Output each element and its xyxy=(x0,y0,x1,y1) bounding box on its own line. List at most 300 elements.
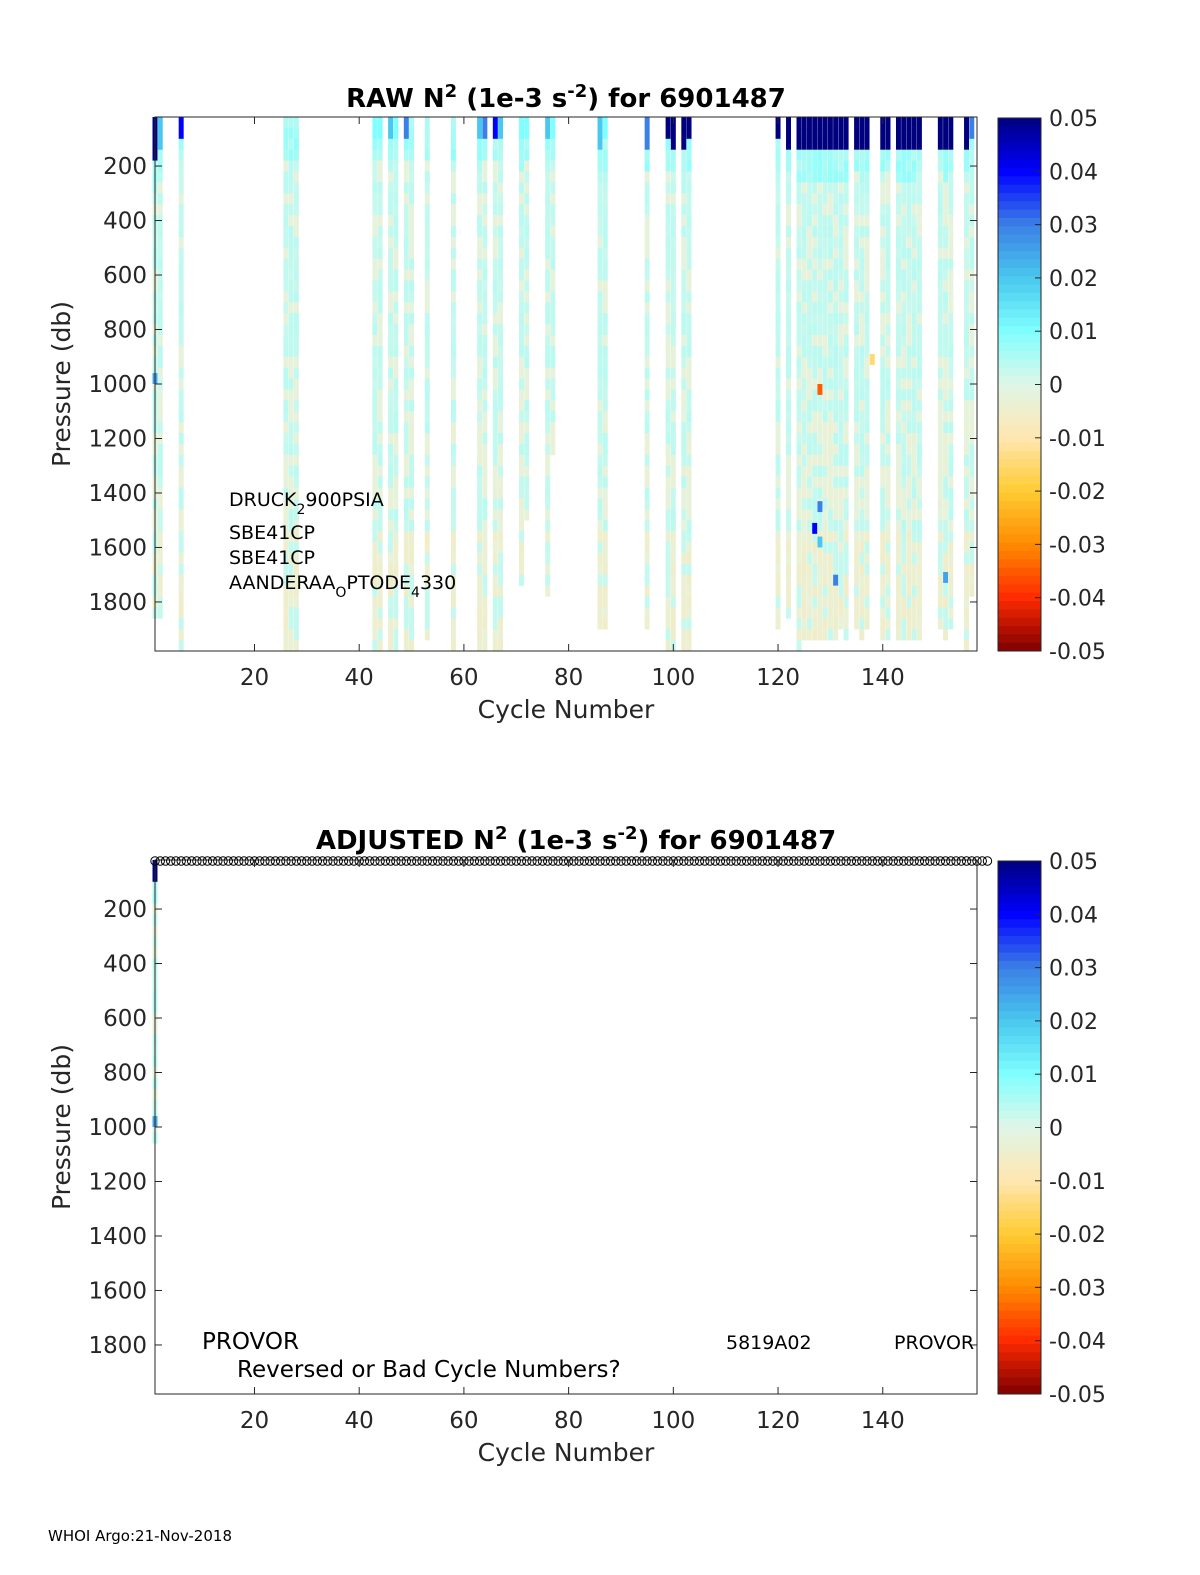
heatmap-cell xyxy=(404,629,409,640)
heatmap-highlight-cell xyxy=(817,537,822,548)
heatmap-cell xyxy=(409,346,414,357)
colorbar-segment xyxy=(998,409,1041,418)
colorbar-segment xyxy=(998,426,1041,435)
heatmap-cell xyxy=(807,564,812,575)
colorbar-segment xyxy=(998,1361,1041,1370)
heatmap-cell xyxy=(289,280,294,291)
heatmap-cell xyxy=(886,422,891,433)
heatmap-cell xyxy=(372,193,377,204)
heatmap-cell xyxy=(833,433,838,444)
heatmap-cell xyxy=(645,313,650,324)
heatmap-cell xyxy=(451,488,456,499)
heatmap-cell xyxy=(283,291,288,302)
heatmap-cell xyxy=(823,564,828,575)
heatmap-cell xyxy=(917,117,922,128)
heatmap-cell xyxy=(859,182,864,193)
colorbar-tick-label: -0.02 xyxy=(1049,1223,1106,1249)
sensor-optode-sub-1: O xyxy=(335,585,347,601)
heatmap-cell xyxy=(666,368,671,379)
heatmap-cell xyxy=(838,193,843,204)
heatmap-cell xyxy=(687,564,692,575)
heatmap-cell xyxy=(671,607,676,618)
heatmap-cell xyxy=(854,400,859,411)
heatmap-cell xyxy=(179,422,184,433)
heatmap-cell xyxy=(948,324,953,335)
heatmap-cell xyxy=(645,291,650,302)
colorbar-segment xyxy=(998,218,1041,227)
heatmap-cell xyxy=(838,389,843,400)
heatmap-cell xyxy=(786,422,791,433)
heatmap-cell xyxy=(807,607,812,618)
heatmap-cell xyxy=(645,128,650,139)
colorbar-segment xyxy=(998,335,1041,344)
heatmap-cell xyxy=(906,597,911,608)
heatmap-cell xyxy=(681,128,686,139)
x-tick-label: 80 xyxy=(553,1408,584,1434)
heatmap-cell xyxy=(409,629,414,640)
heatmap-cell xyxy=(833,509,838,520)
heatmap-cell xyxy=(912,531,917,542)
heatmap-cell xyxy=(948,335,953,346)
heatmap-cell xyxy=(906,139,911,150)
heatmap-cell xyxy=(823,498,828,509)
heatmap-cell xyxy=(294,640,299,651)
heatmap-cell xyxy=(896,302,901,313)
colorbar-segment xyxy=(998,210,1041,219)
heatmap-cell xyxy=(451,204,456,215)
heatmap-cell xyxy=(823,433,828,444)
heatmap-cell xyxy=(912,313,917,324)
heatmap-cell xyxy=(880,411,885,422)
heatmap-cell xyxy=(948,357,953,368)
heatmap-cell xyxy=(519,455,524,466)
adjusted-title-part-3: ) for 6901487 xyxy=(637,826,837,856)
heatmap-cell xyxy=(938,193,943,204)
heatmap-cell xyxy=(807,161,812,172)
heatmap-cell xyxy=(388,542,393,553)
heatmap-cell xyxy=(865,357,870,368)
heatmap-cell xyxy=(603,368,608,379)
heatmap-cell xyxy=(823,182,828,193)
heatmap-cell xyxy=(844,433,849,444)
heatmap-cell xyxy=(886,542,891,553)
heatmap-cell xyxy=(179,139,184,150)
heatmap-cell xyxy=(943,607,948,618)
heatmap-cell xyxy=(828,629,833,640)
heatmap-cell xyxy=(917,389,922,400)
heatmap-cell xyxy=(833,270,838,281)
heatmap-cell xyxy=(812,389,817,400)
heatmap-cell xyxy=(283,259,288,270)
heatmap-cell xyxy=(666,357,671,368)
colorbar-segment xyxy=(998,193,1041,202)
heatmap-cell xyxy=(603,455,608,466)
heatmap-cell xyxy=(859,139,864,150)
heatmap-cell xyxy=(797,346,802,357)
heatmap-cell xyxy=(901,302,906,313)
heatmap-cell xyxy=(938,488,943,499)
heatmap-cell xyxy=(802,302,807,313)
heatmap-cell xyxy=(812,400,817,411)
heatmap-cell xyxy=(948,161,953,172)
heatmap-cell xyxy=(906,433,911,444)
heatmap-cell xyxy=(409,128,414,139)
heatmap-highlight-cell xyxy=(817,384,822,395)
heatmap-cell xyxy=(687,509,692,520)
heatmap-cell xyxy=(158,400,163,411)
heatmap-cell xyxy=(833,520,838,531)
heatmap-cell xyxy=(844,237,849,248)
heatmap-cell xyxy=(294,422,299,433)
heatmap-cell xyxy=(687,335,692,346)
heatmap-cell xyxy=(802,520,807,531)
heatmap-cell xyxy=(854,553,859,564)
heatmap-cell xyxy=(603,477,608,488)
heatmap-cell xyxy=(482,280,487,291)
heatmap-cell xyxy=(964,379,969,390)
heatmap-cell xyxy=(393,433,398,444)
heatmap-cell xyxy=(603,324,608,335)
heatmap-cell xyxy=(477,422,482,433)
raw-colorbar-ticks xyxy=(1035,107,1106,665)
heatmap-cell xyxy=(901,531,906,542)
heatmap-cell xyxy=(854,422,859,433)
heatmap-cell xyxy=(865,226,870,237)
colorbar-segment xyxy=(998,1128,1041,1137)
heatmap-cell xyxy=(378,379,383,390)
heatmap-cell xyxy=(393,629,398,640)
heatmap-cell xyxy=(409,291,414,302)
heatmap-cell xyxy=(519,488,524,499)
heatmap-cell xyxy=(378,182,383,193)
heatmap-cell xyxy=(283,466,288,477)
heatmap-cell xyxy=(671,150,676,161)
heatmap-cell xyxy=(687,379,692,390)
colorbar-segment xyxy=(998,118,1041,127)
heatmap-cell xyxy=(393,379,398,390)
heatmap-cell xyxy=(817,466,822,477)
heatmap-cell xyxy=(681,575,686,586)
heatmap-cell xyxy=(844,291,849,302)
heatmap-cell xyxy=(645,248,650,259)
heatmap-cell xyxy=(833,411,838,422)
heatmap-cell xyxy=(687,542,692,553)
heatmap-cell xyxy=(828,618,833,629)
colorbar-segment xyxy=(998,126,1041,135)
heatmap-cell xyxy=(393,270,398,281)
heatmap-cell xyxy=(372,509,377,520)
heatmap-cell xyxy=(854,280,859,291)
heatmap-cell xyxy=(943,618,948,629)
heatmap-cell xyxy=(493,444,498,455)
heatmap-cell xyxy=(838,498,843,509)
heatmap-cell xyxy=(671,335,676,346)
heatmap-cell xyxy=(901,128,906,139)
heatmap-cell xyxy=(645,161,650,172)
heatmap-cell xyxy=(964,161,969,172)
heatmap-cell xyxy=(823,400,828,411)
heatmap-cell xyxy=(283,368,288,379)
heatmap-cell xyxy=(896,411,901,422)
heatmap-cell xyxy=(943,128,948,139)
heatmap-cell xyxy=(603,171,608,182)
heatmap-cell xyxy=(671,586,676,597)
heatmap-cell xyxy=(844,368,849,379)
heatmap-cell xyxy=(681,444,686,455)
heatmap-cell xyxy=(912,302,917,313)
heatmap-cell xyxy=(404,182,409,193)
heatmap-cell xyxy=(666,477,671,488)
heatmap-cell xyxy=(812,291,817,302)
heatmap-cell xyxy=(498,455,503,466)
heatmap-cell xyxy=(865,488,870,499)
heatmap-cell xyxy=(812,607,817,618)
heatmap-cell xyxy=(179,335,184,346)
heatmap-cell xyxy=(838,400,843,411)
heatmap-cell xyxy=(906,400,911,411)
heatmap-cell xyxy=(598,139,603,150)
heatmap-cell xyxy=(425,237,430,248)
heatmap-cell xyxy=(372,139,377,150)
heatmap-cell xyxy=(294,389,299,400)
heatmap-cell xyxy=(283,346,288,357)
heatmap-cell xyxy=(498,346,503,357)
heatmap-cell xyxy=(776,488,781,499)
heatmap-cell xyxy=(451,302,456,313)
heatmap-cell xyxy=(294,139,299,150)
heatmap-cell xyxy=(378,640,383,651)
heatmap-cell xyxy=(482,509,487,520)
heatmap-cell xyxy=(817,411,822,422)
heatmap-cell xyxy=(666,597,671,608)
heatmap-cell xyxy=(776,379,781,390)
heatmap-cell xyxy=(880,509,885,520)
heatmap-cell xyxy=(158,477,163,488)
heatmap-cell xyxy=(812,466,817,477)
heatmap-cell xyxy=(802,291,807,302)
heatmap-cell xyxy=(938,368,943,379)
heatmap-cell xyxy=(854,226,859,237)
colorbar-segment xyxy=(998,1277,1041,1286)
heatmap-cell xyxy=(802,586,807,597)
heatmap-cell xyxy=(378,411,383,422)
adjusted-title-part-1: ADJUSTED N xyxy=(315,826,495,856)
heatmap-cell xyxy=(943,422,948,433)
heatmap-cell xyxy=(964,411,969,422)
heatmap-cell xyxy=(681,237,686,248)
heatmap-cell xyxy=(943,324,948,335)
heatmap-cell xyxy=(294,618,299,629)
heatmap-cell xyxy=(844,575,849,586)
heatmap-cell xyxy=(917,455,922,466)
heatmap-cell xyxy=(409,150,414,161)
raw-colorbar xyxy=(998,107,1106,665)
heatmap-cell xyxy=(948,422,953,433)
heatmap-cell xyxy=(948,226,953,237)
x-tick-label: 40 xyxy=(344,1408,374,1434)
heatmap-cell xyxy=(687,389,692,400)
heatmap-cell xyxy=(550,171,555,182)
heatmap-cell xyxy=(645,618,650,629)
heatmap-cell xyxy=(901,335,906,346)
heatmap-cell xyxy=(451,346,456,357)
heatmap-cell xyxy=(393,640,398,651)
heatmap-cell xyxy=(603,586,608,597)
heatmap-cell xyxy=(823,270,828,281)
heatmap-cell xyxy=(833,586,838,597)
heatmap-cell xyxy=(838,520,843,531)
heatmap-cell xyxy=(545,150,550,161)
heatmap-cell xyxy=(823,259,828,270)
heatmap-cell xyxy=(524,161,529,172)
colorbar-segment xyxy=(998,1069,1041,1078)
heatmap-cell xyxy=(645,215,650,226)
heatmap-cell xyxy=(666,335,671,346)
colorbar-segment xyxy=(998,226,1041,235)
heatmap-cell xyxy=(666,204,671,215)
heatmap-cell xyxy=(844,248,849,259)
heatmap-cell xyxy=(817,564,822,575)
heatmap-cell xyxy=(964,629,969,640)
colorbar-segment xyxy=(998,1003,1041,1012)
heatmap-cell xyxy=(812,324,817,335)
heatmap-cell xyxy=(833,488,838,499)
heatmap-cell xyxy=(854,433,859,444)
heatmap-cell xyxy=(498,368,503,379)
heatmap-cell xyxy=(283,618,288,629)
heatmap-cell xyxy=(451,215,456,226)
heatmap-cell xyxy=(859,357,864,368)
colorbar-segment xyxy=(998,1053,1041,1062)
heatmap-cell xyxy=(388,215,393,226)
heatmap-cell xyxy=(912,597,917,608)
heatmap-cell xyxy=(550,204,555,215)
heatmap-cell xyxy=(912,335,917,346)
heatmap-cell xyxy=(687,259,692,270)
heatmap-cell xyxy=(802,379,807,390)
colorbar-segment xyxy=(998,1019,1041,1028)
heatmap-cell xyxy=(372,520,377,531)
x-tick-label: 80 xyxy=(553,665,584,691)
heatmap-cell xyxy=(828,259,833,270)
heatmap-cell xyxy=(938,433,943,444)
colorbar-segment xyxy=(998,518,1041,527)
heatmap-cell xyxy=(388,629,393,640)
heatmap-cell xyxy=(372,357,377,368)
heatmap-cell xyxy=(519,324,524,335)
heatmap-cell xyxy=(859,498,864,509)
heatmap-cell xyxy=(687,498,692,509)
heatmap-cell xyxy=(294,302,299,313)
heatmap-cell xyxy=(833,237,838,248)
heatmap-cell xyxy=(393,400,398,411)
heatmap-cell xyxy=(896,368,901,379)
heatmap-cell xyxy=(179,488,184,499)
heatmap-cell xyxy=(838,433,843,444)
heatmap-cell xyxy=(948,618,953,629)
heatmap-cell xyxy=(645,422,650,433)
heatmap-cell xyxy=(179,379,184,390)
heatmap-cell xyxy=(807,139,812,150)
heatmap-cell xyxy=(493,564,498,575)
heatmap-cell xyxy=(477,270,482,281)
heatmap-cell xyxy=(388,346,393,357)
heatmap-cell xyxy=(833,444,838,455)
heatmap-cell xyxy=(289,618,294,629)
heatmap-cell xyxy=(912,389,917,400)
heatmap-cell xyxy=(393,204,398,215)
heatmap-cell xyxy=(378,204,383,215)
heatmap-cell xyxy=(797,542,802,553)
heatmap-cell xyxy=(786,389,791,400)
heatmap-cell xyxy=(823,586,828,597)
x-tick-label: 20 xyxy=(239,1408,270,1434)
heatmap-cell xyxy=(498,389,503,400)
heatmap-cell xyxy=(451,259,456,270)
heatmap-cell xyxy=(645,259,650,270)
heatmap-cell xyxy=(797,564,802,575)
heatmap-cell xyxy=(493,237,498,248)
heatmap-cell xyxy=(289,346,294,357)
heatmap-cell xyxy=(451,607,456,618)
heatmap-cell xyxy=(158,237,163,248)
heatmap-cell xyxy=(451,455,456,466)
heatmap-cell xyxy=(802,531,807,542)
heatmap-cell xyxy=(880,302,885,313)
heatmap-cell xyxy=(671,280,676,291)
heatmap-cell xyxy=(378,629,383,640)
heatmap-cell xyxy=(844,161,849,172)
heatmap-cell xyxy=(493,379,498,390)
heatmap-cell xyxy=(666,280,671,291)
heatmap-cell xyxy=(179,444,184,455)
heatmap-cell xyxy=(451,520,456,531)
heatmap-cell xyxy=(807,291,812,302)
colorbar-segment xyxy=(998,476,1041,485)
heatmap-cell xyxy=(943,509,948,520)
heatmap-cell xyxy=(666,422,671,433)
heatmap-cell xyxy=(372,477,377,488)
heatmap-cell xyxy=(865,531,870,542)
heatmap-highlight-cell xyxy=(870,354,875,365)
heatmap-cell xyxy=(969,575,974,586)
heatmap-cell xyxy=(828,488,833,499)
heatmap-cell xyxy=(388,128,393,139)
heatmap-cell xyxy=(776,139,781,150)
heatmap-cell xyxy=(179,400,184,411)
heatmap-cell xyxy=(388,488,393,499)
heatmap-cell xyxy=(179,389,184,400)
heatmap-cell xyxy=(844,586,849,597)
heatmap-cell xyxy=(797,640,802,651)
heatmap-cell xyxy=(838,564,843,575)
heatmap-cell xyxy=(906,607,911,618)
heatmap-cell xyxy=(671,542,676,553)
heatmap-cell xyxy=(901,117,906,128)
heatmap-cell xyxy=(603,564,608,575)
heatmap-cell xyxy=(838,411,843,422)
heatmap-cell xyxy=(776,302,781,313)
heatmap-cell xyxy=(498,553,503,564)
heatmap-cell xyxy=(906,542,911,553)
colorbar-segment xyxy=(998,160,1041,169)
heatmap-cell xyxy=(451,542,456,553)
heatmap-cell xyxy=(393,182,398,193)
heatmap-cell xyxy=(550,444,555,455)
colorbar-segment xyxy=(998,584,1041,593)
heatmap-cell xyxy=(158,498,163,509)
heatmap-cell xyxy=(666,324,671,335)
